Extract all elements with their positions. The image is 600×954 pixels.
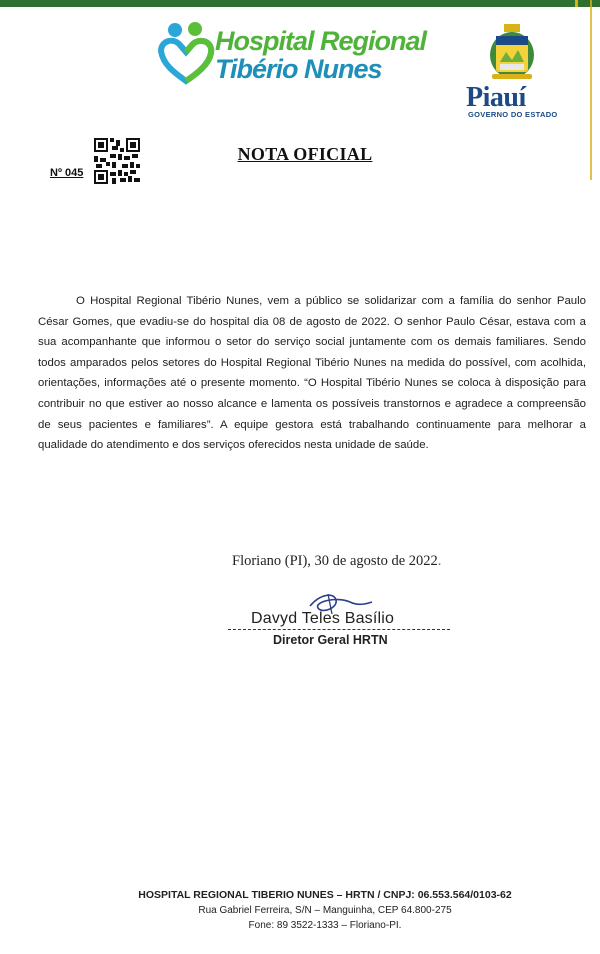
signatory-role: Diretor Geral HRTN	[273, 633, 388, 647]
document-footer	[0, 887, 600, 933]
body-paragraph: O Hospital Regional Tibério Nunes, vem a público se solidarizar com a família do senhor Paulo César Gomes, que evadiu-se do hospital dia 08 de agosto de 2022. O senhor Paulo César, estava com a sua acompanhante que informou o setor do serviço social juntamente com os demais familiares. Sendo todos amparados pelos setores do Hospital Regional Tibério Nunes na medida do possível, com acolhida, orientações, informações até o presente momento. “O Hospital Tibério Nunes se coloca à disposição para contribuir no que estiver ao nosso alcance e lamenta os possíveis transtornos e agradece a compreensão de seus pacientes e familiares”. A equipe gestora está trabalhando continuamente para melhorar a qualidade do atendimento e dos serviços oferecidos nesta unidade de saúde.	[38, 295, 586, 452]
state-coat-of-arms-icon	[482, 22, 542, 84]
date-period: .	[437, 553, 442, 569]
signatory-name: Davyd Teles Basílio	[251, 610, 395, 627]
hospital-logo	[155, 19, 450, 91]
document-body	[38, 291, 586, 456]
hospital-heart-icon	[155, 21, 217, 87]
footer-phone: Fone: 89 3522-1333 – Floriano-PI.	[248, 920, 402, 931]
hospital-logo-line2: Tibério Nunes	[215, 54, 382, 84]
footer-institution: HOSPITAL REGIONAL TIBERIO NUNES – HRTN / CNPJ: 06.553.564/0103-62	[138, 889, 512, 901]
piaui-state-logo	[462, 22, 562, 120]
footer-address: Rua Gabriel Ferreira, S/N – Manguinha, CEP 64.800-275	[198, 905, 452, 916]
signature-block	[226, 588, 456, 650]
state-logo-name: Piauí	[466, 82, 526, 113]
hospital-logo-line1: Hospital Regional	[215, 26, 427, 56]
date-text: Floriano (PI), 30 de agosto de 2022	[232, 553, 438, 569]
document-date	[232, 553, 441, 570]
top-color-bar	[0, 0, 600, 7]
document-number: Nº 045	[50, 167, 84, 179]
document-title: NOTA OFICIAL	[237, 144, 373, 164]
top-gold-accent	[575, 0, 578, 7]
state-logo-subtitle: GOVERNO DO ESTADO	[468, 110, 558, 119]
signature-line	[228, 629, 450, 630]
